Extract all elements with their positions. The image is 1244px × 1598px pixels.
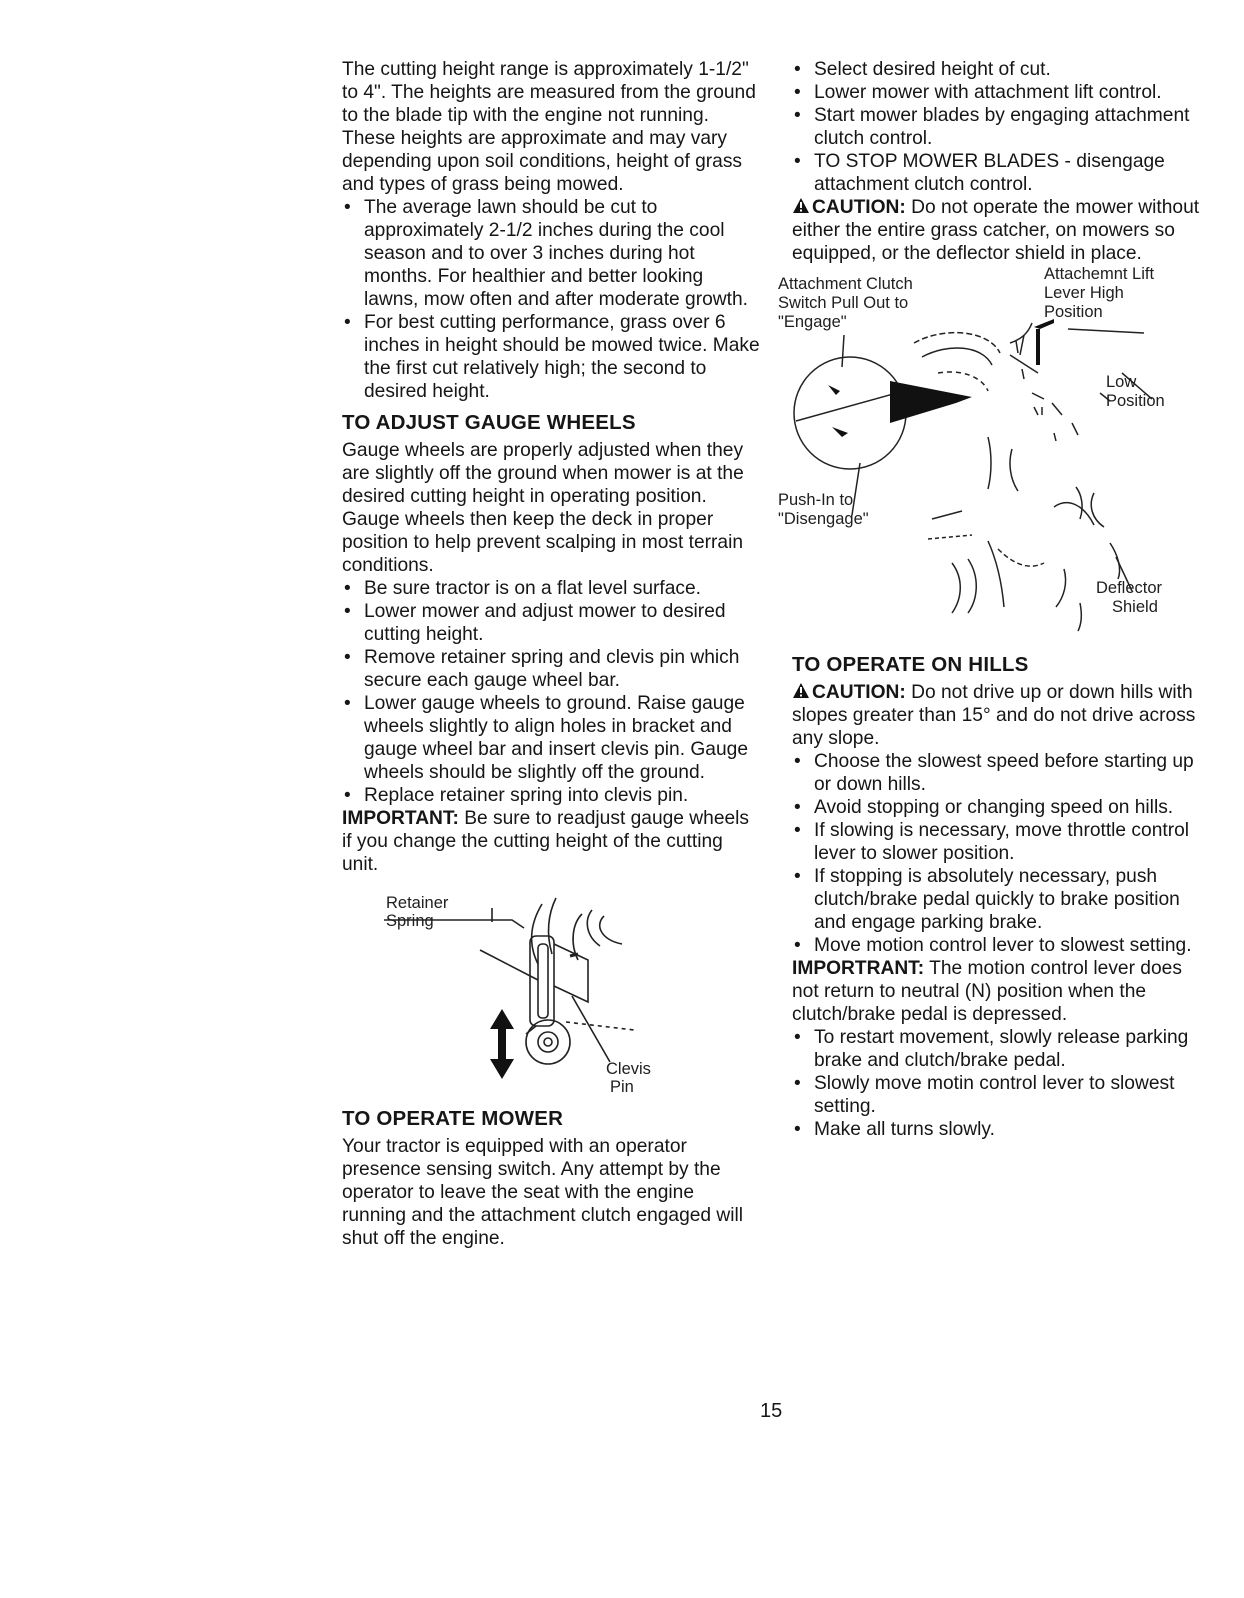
warning-triangle-icon xyxy=(792,682,810,699)
important-text: The motion control lever does not return to neutral (N) position when the clutch/brake pedal is depressed. xyxy=(792,958,1182,1025)
list-item: • Make all turns slowly. xyxy=(792,1118,1202,1141)
lift-label-line-2: Lever High xyxy=(1044,284,1124,302)
mower-steps-list xyxy=(792,58,1202,196)
right-column xyxy=(778,58,1202,1141)
caution-label: CAUTION: xyxy=(812,197,906,218)
caution-note xyxy=(792,196,1202,265)
list-item: • If stopping is absolutely necessary, push clutch/brake pedal quickly to brake position and engage parking brake. xyxy=(792,865,1202,934)
clevis-label: Clevis xyxy=(606,1060,651,1078)
cutting-height-paragraph: The cutting height range is approximately 1-1/2" to 4". The heights are measured from the ground to the blade tip with the engine not running. These heights are approximate and may vary depending upon soil conditions, height of grass and types of grass being mowed. xyxy=(342,59,756,195)
important-label: IMPORTRANT: xyxy=(792,958,925,979)
lift-label-line-1: Attachemnt Lift xyxy=(1044,265,1155,283)
final-bullet-list xyxy=(792,1026,1202,1141)
gauge-wheels-paragraph: Gauge wheels are properly adjusted when they are slightly off the ground when mower is at the desired cutting height in operating position. Gauge wheels then keep the deck in proper position to help prevent scalping in most terrain conditions. xyxy=(342,440,744,576)
clutch-label-line-3: "Engage" xyxy=(778,313,847,331)
retainer-label: Retainer xyxy=(386,894,449,912)
list-item: • Start mower blades by engaging attachment clutch control. xyxy=(792,104,1202,150)
list-item: • Choose the slowest speed before starting up or down hills. xyxy=(792,750,1202,796)
list-item: • TO STOP MOWER BLADES - disengage attachment clutch control. xyxy=(792,150,1202,196)
low-label-line-2: Position xyxy=(1106,392,1165,410)
hills-caution-text: Do not drive up or down hills with slopes greater than 15° and do not drive across any slope. xyxy=(792,682,1196,749)
list-item: • Select desired height of cut. xyxy=(792,58,1202,81)
low-label-line-1: Low xyxy=(1106,373,1137,391)
important-label: IMPORTANT: xyxy=(342,808,459,829)
push-label-line-1: Push-In to xyxy=(778,491,854,509)
list-item: • Avoid stopping or changing speed on hills. xyxy=(792,796,1202,819)
gauge-wheels-heading: TO ADJUST GAUGE WHEELS xyxy=(342,411,636,434)
important-text: Be sure to readjust gauge wheels if you change the cutting height of the cutting unit. xyxy=(342,808,750,875)
list-item: • To restart movement, slowly release parking brake and clutch/brake pedal. xyxy=(792,1026,1202,1072)
spring-label: Spring xyxy=(386,912,434,930)
operate-mower-paragraph: Your tractor is equipped with an operator presence sensing switch. Any attempt by the operator to leave the seat with the engine running and the attachment clutch engaged will shut off the engine. xyxy=(342,1136,744,1249)
attachment-clutch-figure xyxy=(778,265,1202,643)
clutch-label-line-1: Attachment Clutch xyxy=(778,275,913,293)
left-column xyxy=(342,58,762,1250)
hills-bullet-list xyxy=(792,750,1202,957)
list-item: • Lower mower with attachment lift control. xyxy=(792,81,1202,104)
lift-label-line-3: Position xyxy=(1044,303,1103,321)
hills-heading: TO OPERATE ON HILLS xyxy=(792,653,1029,676)
deflector-label-line-2: Shield xyxy=(1112,598,1158,616)
retainer-spring-figure xyxy=(342,884,762,1099)
list-item: • Slowly move motin control lever to slowest setting. xyxy=(792,1072,1202,1118)
list-item: • If slowing is necessary, move throttle control lever to slower position. xyxy=(792,819,1202,865)
deflector-label-line-1: Deflector xyxy=(1096,579,1163,597)
list-item: • Move motion control lever to slowest setting. xyxy=(792,934,1202,957)
list-item: • The average lawn should be cut to approximately 2-1/2 inches during the cool season and to over 3 inches during hot months. For healthier and better looking lawns, mow often and after moderate growth. xyxy=(342,196,762,311)
intro-bullet-list xyxy=(342,196,762,403)
gauge-bullet-list xyxy=(342,577,762,807)
list-item: • Replace retainer spring into clevis pin. xyxy=(342,784,762,807)
list-item: • Lower gauge wheels to ground. Raise gauge wheels slightly to align holes in bracket and gauge wheel bar and insert clevis pin. Gauge wheels should be slightly off the ground. xyxy=(342,692,762,784)
important-note xyxy=(342,807,762,876)
list-item: • For best cutting performance, grass over 6 inches in height should be mowed twice. Make the first cut relatively high; the second to desired height. xyxy=(342,311,762,403)
hills-caution-label: CAUTION: xyxy=(812,682,906,703)
motion-control-important-note xyxy=(792,957,1202,1026)
list-item: • Remove retainer spring and clevis pin which secure each gauge wheel bar. xyxy=(342,646,762,692)
hills-caution-note xyxy=(792,681,1202,750)
list-item: • Lower mower and adjust mower to desired cutting height. xyxy=(342,600,762,646)
page-number: 15 xyxy=(760,1400,783,1422)
pin-label: Pin xyxy=(610,1078,634,1096)
operate-mower-heading: TO OPERATE MOWER xyxy=(342,1107,564,1130)
push-label-line-2: "Disengage" xyxy=(778,510,869,528)
warning-triangle-icon xyxy=(792,197,810,214)
list-item: • Be sure tractor is on a flat level surface. xyxy=(342,577,762,600)
caution-text: Do not operate the mower without either the entire grass catcher, on mowers so equipped, or the deflector shield in place. xyxy=(792,197,1200,264)
clutch-label-line-2: Switch Pull Out to xyxy=(778,294,909,312)
